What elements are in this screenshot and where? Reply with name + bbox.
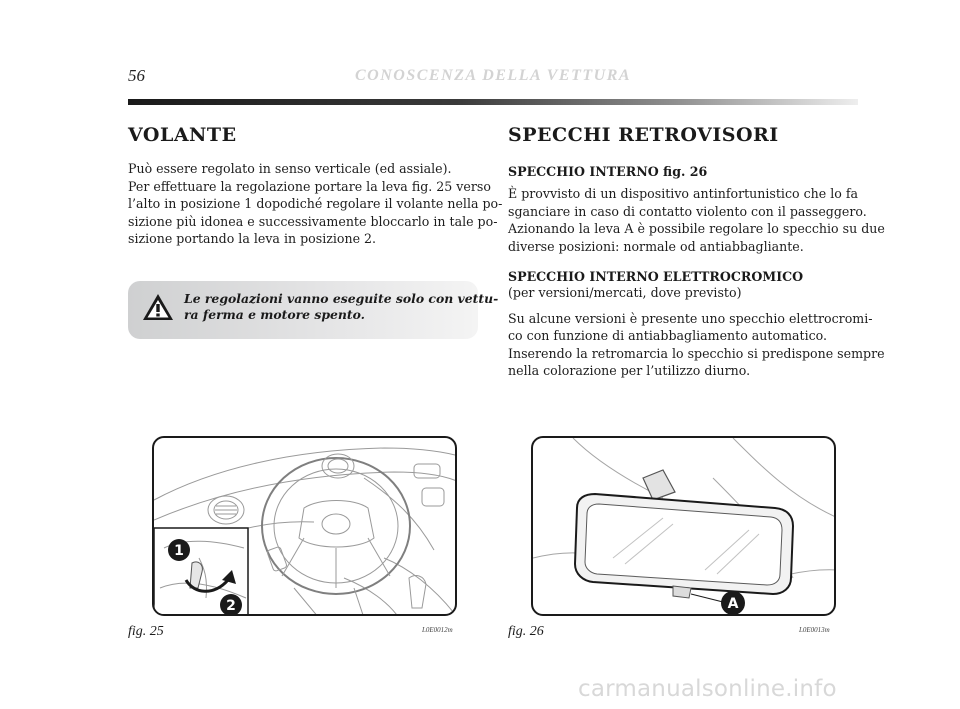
left-column: [128, 124, 503, 248]
figure-25-caption: fig. 25: [128, 624, 164, 639]
warning-line: Le regolazioni vanno eseguite solo con vettu-: [184, 291, 499, 306]
text-line: È provvisto di un dispositivo antinfortunistico che lo fa: [508, 186, 859, 201]
header-rule: [128, 99, 858, 105]
figure-26-rearview-mirror: [531, 436, 836, 616]
subheading-specchio-interno: SPECCHIO INTERNO fig. 26: [508, 164, 708, 179]
figure-25-steering-wheel: [152, 436, 457, 616]
warning-triangle-icon: [141, 292, 175, 322]
figure-26-caption: fig. 26: [508, 624, 544, 639]
warning-line: ra ferma e motore spento.: [184, 307, 365, 322]
figure-25-code: L0E0012m: [422, 626, 453, 634]
label-a: A: [727, 596, 739, 612]
elettrocromico-paragraph: [508, 310, 885, 380]
text-line: Su alcune versioni è presente uno specchio elettrocromi-: [508, 310, 873, 326]
label-2: 2: [226, 598, 236, 614]
text-line: Per effettuare la regolazione portare la leva fig. 25 verso: [128, 178, 491, 194]
specchio-interno-paragraph: [508, 185, 885, 255]
text-line: l’alto in posizione 1 dopodiché regolare il volante nella po-: [128, 196, 503, 211]
steering-wheel-illustration: [154, 438, 457, 616]
right-column: [508, 124, 885, 380]
section-heading-volante: VOLANTE: [128, 124, 237, 146]
warning-box: [128, 281, 499, 339]
volante-paragraph: [128, 160, 503, 248]
text-line: nella colorazione per l’utilizzo diurno.: [508, 363, 751, 378]
label-1: 1: [174, 543, 184, 559]
text-line: co con funzione di antiabbagliamento automatico.: [508, 328, 828, 343]
watermark: carmanualsonline.info: [578, 676, 837, 702]
warning-text: [184, 291, 498, 323]
rearview-mirror-illustration: [533, 438, 836, 616]
elettrocromico-note: [508, 284, 860, 302]
figure-26-code: L0E0013m: [799, 626, 830, 634]
text-line: diverse posizioni: normale od antiabbagliante.: [508, 238, 804, 254]
text-line: Può essere regolato in senso verticale (ed assiale).: [128, 161, 452, 176]
running-title: CONOSCENZA DELLA VETTURA: [355, 67, 632, 84]
text-line: sizione portando la leva in posizione 2.: [128, 231, 377, 246]
subheading-elettrocromico: SPECCHIO INTERNO ELETTROCROMICO: [508, 269, 804, 284]
section-heading-specchi: SPECCHI RETROVISORI: [508, 124, 779, 146]
text-line: Inserendo la retromarcia lo specchio si predispone sempre: [508, 345, 885, 361]
text-line: sganciare in caso di contatto violento con il passeggero.: [508, 203, 867, 219]
text-line: sizione più idonea e successivamente bloccarlo in tale po-: [128, 213, 498, 229]
page-number: 56: [128, 66, 145, 85]
text-line: Azionando la leva A è possibile regolare lo specchio su due: [508, 221, 885, 236]
text-line: (per versioni/mercati, dove previsto): [508, 285, 742, 300]
